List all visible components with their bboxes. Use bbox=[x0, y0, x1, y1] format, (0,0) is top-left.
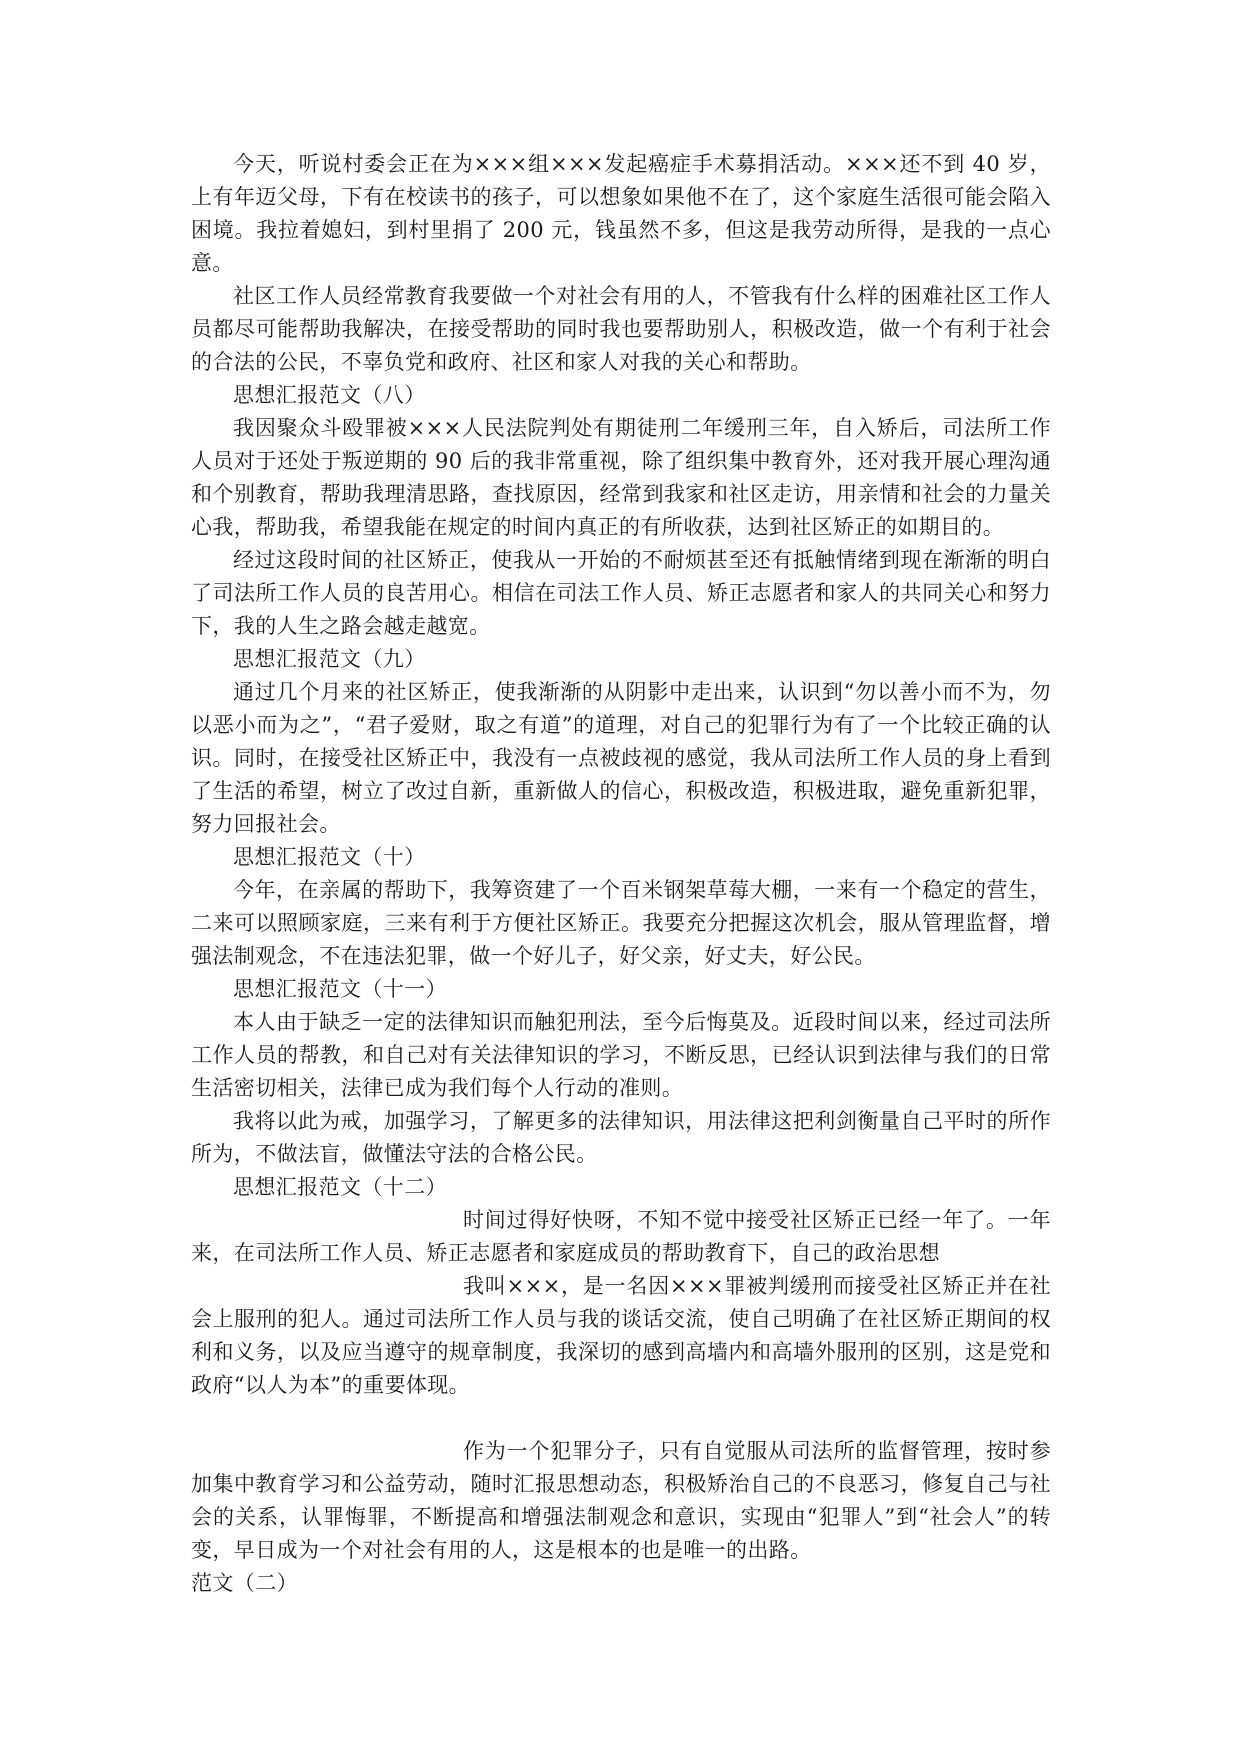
paragraph: 我因聚众斗殴罪被×××人民法院判处有期徒刑二年缓刑三年，自入矫后，司法所工作人员对于还处于叛逆期的 90 后的我非常重视，除了组织集中教育外，还对我开展心理沟通和个别教育，帮助我理清思路，查找原因，经常到我家和社区走访，用亲情和社会的力量关心我，帮助我，希望我能在规定的时间内真正的有所收获，达到社区矫正的如期目的。 bbox=[191, 416, 1051, 539]
section-heading: 思想汇报范文（十二） bbox=[233, 1175, 447, 1199]
document-body bbox=[191, 148, 1051, 1600]
paragraph: 本人由于缺乏一定的法律知识而触犯刑法，至今后悔莫及。近段时间以来，经过司法所工作人员的帮教，和自己对有关法律知识的学习，不断反思，已经认识到法律与我们的日常生活密切相关，法律已成为我们每个人行动的准则。 bbox=[191, 1010, 1051, 1100]
paragraph: 经过这段时间的社区矫正，使我从一开始的不耐烦甚至还有抵触情绪到现在渐渐的明白了司法所工作人员的良苦用心。相信在司法工作人员、矫正志愿者和家人的共同关心和努力下，我的人生之路会越走越宽。 bbox=[191, 548, 1051, 638]
paragraph: 作为一个犯罪分子，只有自觉服从司法所的监督管理，按时参加集中教育学习和公益劳动，随时汇报思想动态，积极矫治自己的不良恶习，修复自己与社会的关系，认罪悔罪，不断提高和增强法制观念和意识，实现由“犯罪人”到“社会人”的转变，早日成为一个对社会有用的人，这是根本的也是唯一的出路。 bbox=[191, 1439, 1051, 1562]
blank-line bbox=[191, 1402, 1051, 1435]
section-heading: 思想汇报范文（九） bbox=[233, 647, 426, 671]
section-heading: 思想汇报范文（十） bbox=[233, 845, 426, 869]
paragraph: 我叫×××，是一名因×××罪被判缓刑而接受社区矫正并在社会上服刑的犯人。通过司法所工作人员与我的谈话交流，使自己明确了在社区矫正期间的权利和义务，以及应当遵守的规章制度，我深切的感到高墙内和高墙外服刑的区别，这是党和政府“以人为本”的重要体现。 bbox=[191, 1274, 1051, 1397]
paragraph: 社区工作人员经常教育我要做一个对社会有用的人，不管我有什么样的困难社区工作人员都尽可能帮助我解决，在接受帮助的同时我也要帮助别人，积极改造，做一个有利于社会的合法的公民，不辜负党和政府、社区和家人对我的关心和帮助。 bbox=[191, 284, 1051, 374]
paragraph: 我将以此为戒，加强学习，了解更多的法律知识，用法律这把利剑衡量自己平时的所作所为，不做法盲，做懂法守法的合格公民。 bbox=[191, 1109, 1051, 1166]
paragraph: 通过几个月来的社区矫正，使我渐渐的从阴影中走出来，认识到“勿以善小而不为，勿以恶小而为之”，“君子爱财，取之有道”的道理，对自己的犯罪行为有了一个比较正确的认识。同时，在接受社区矫正中，我没有一点被歧视的感觉，我从司法所工作人员的身上看到了生活的希望，树立了改过自新，重新做人的信心，积极改造，积极进取，避免重新犯罪，努力回报社会。 bbox=[191, 680, 1051, 836]
paragraph: 今年，在亲属的帮助下，我筹资建了一个百米钢架草莓大棚，一来有一个稳定的营生，二来可以照顾家庭，三来有利于方便社区矫正。我要充分把握这次机会，服从管理监督，增强法制观念，不在违法犯罪，做一个好儿子，好父亲，好丈夫，好公民。 bbox=[191, 878, 1051, 968]
section-heading: 思想汇报范文（十一） bbox=[233, 977, 447, 1001]
paragraph: 今天，听说村委会正在为×××组×××发起癌症手术募捐活动。×××还不到 40 岁，上有年迈父母，下有在校读书的孩子，可以想象如果他不在了，这个家庭生活很可能会陷入困境。我拉着媳妇，到村里捐了 200 元，钱虽然不多，但这是我劳动所得，是我的一点心意。 bbox=[191, 152, 1051, 275]
paragraph: 时间过得好快呀，不知不觉中接受社区矫正已经一年了。一年来，在司法所工作人员、矫正志愿者和家庭成员的帮助教育下，自己的政治思想 bbox=[191, 1208, 1051, 1265]
section-heading: 范文（二） bbox=[191, 1571, 298, 1595]
section-heading: 思想汇报范文（八） bbox=[233, 383, 426, 407]
